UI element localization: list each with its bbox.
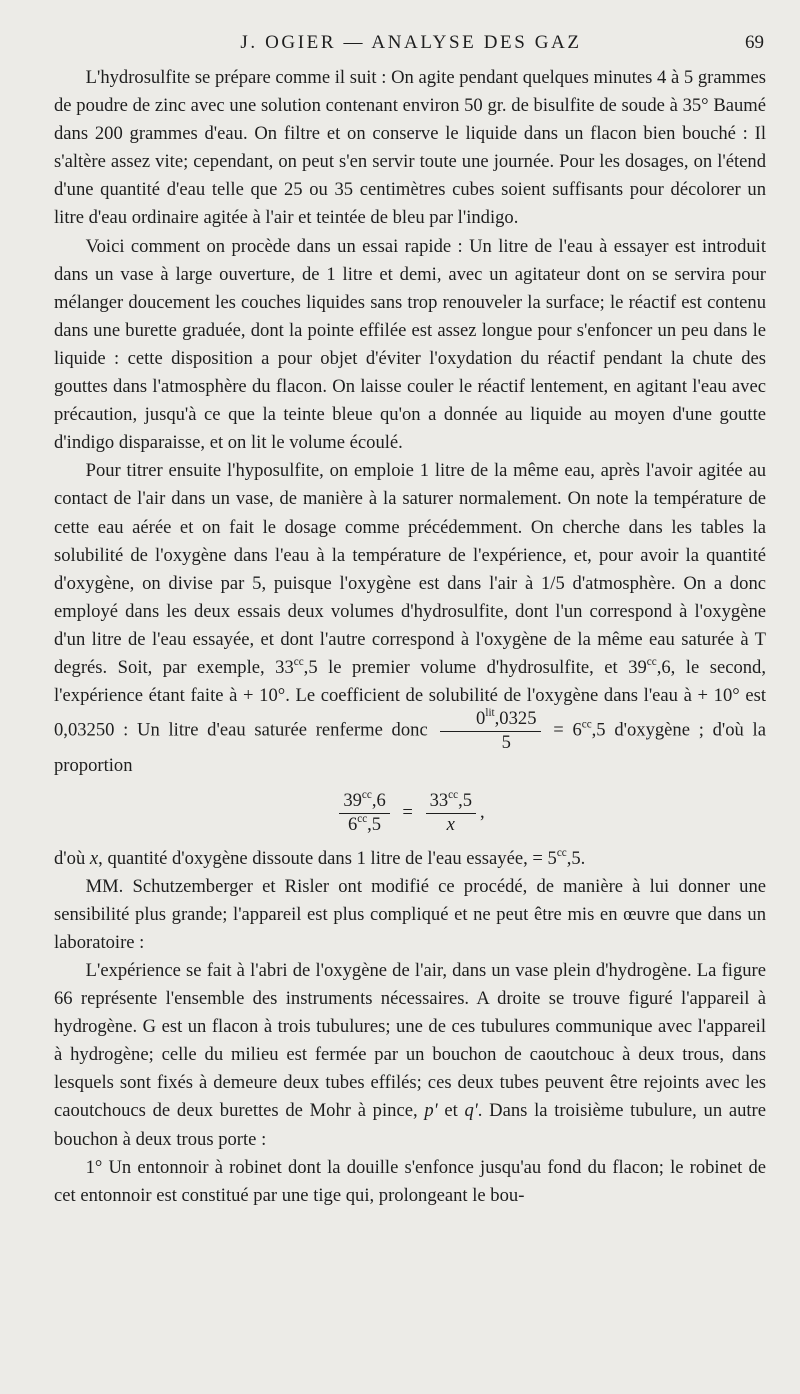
equation-right-fraction xyxy=(426,789,476,836)
proportion-equation xyxy=(54,789,766,836)
text-run: 6 xyxy=(347,814,358,836)
unit-superscript: cc xyxy=(581,718,592,731)
equals-sign: = xyxy=(402,802,413,824)
text-run: ,5 le premier volume d'hydrosulfite, et 39 xyxy=(303,656,647,678)
unit-superscript: cc xyxy=(293,656,304,669)
page-body xyxy=(54,64,766,1210)
text-run: ,5. xyxy=(566,847,586,869)
variable-p: p' xyxy=(424,1100,438,1122)
fraction-numerator xyxy=(339,789,389,813)
text-run: d'où xyxy=(54,847,90,869)
unit-superscript: cc xyxy=(357,813,368,826)
text-run: ,6, le second, l'expérience étant faite à + 10°. Le coefficient de solubilité de l'oxygène dans l'eau à + 10° est 0,03250 : Un litre d'eau saturée renferme donc xyxy=(54,656,766,741)
paragraph-apparatus xyxy=(54,957,766,1154)
paragraph-result xyxy=(54,845,766,873)
paragraph-schutzemberger-method: MM. Schutzemberger et Risler ont modifié ce procédé, de manière à lui donner une sensibilité plus grande; l'appareil est plus compliqué et ne peut être mis en œuvre que dans un laboratoire : xyxy=(54,875,766,953)
unit-superscript: lit xyxy=(485,707,495,720)
text-run: L'expérience se fait à l'abri de l'oxygène de l'air, dans un vase plein d'hydrogène. La figure 66 représente l'ensemble des instruments nécessaires. A droite se trouve figuré l'appareil à hydrogène. G est un flacon à trois tubulures; une de ces tubulures communique avec l'appareil à hydrogène; celle du milieu est fermée par un bouchon de caoutchouc à deux trous, dans lesquels sont fixés à demeure deux tubes effilés; ces deux tubes peuvent être rejoints avec les caoutchoucs de deux burettes de Mohr à pince, xyxy=(54,960,766,1122)
text-run: ,5 d'oxygène ; d'où la proportion xyxy=(54,719,766,777)
text-run: 39 xyxy=(343,790,362,812)
fraction-denominator: 5 xyxy=(440,731,540,753)
text-run: . Dans la troisième tubulure, un autre bouchon à deux trous porte : xyxy=(54,1100,767,1150)
page-header xyxy=(54,32,768,62)
fraction-denominator xyxy=(339,813,389,835)
page-number: 69 xyxy=(745,32,764,53)
text-run: 0 xyxy=(476,708,486,730)
variable-q: q' xyxy=(464,1100,478,1122)
text-run: ,6 xyxy=(371,790,386,812)
unit-superscript: cc xyxy=(448,789,459,802)
running-title: J. OGIER — ANALYSE DES GAZ xyxy=(240,32,582,53)
inline-fraction xyxy=(440,707,540,753)
text-run: , quantité d'oxygène dissoute dans 1 litre de l'eau essayée, = 5 xyxy=(98,847,557,869)
variable-x: x xyxy=(89,847,99,869)
text-run: et xyxy=(437,1100,465,1122)
text-run: ,5 xyxy=(367,814,382,836)
unit-superscript: cc xyxy=(556,846,567,859)
fraction-numerator xyxy=(440,707,540,731)
text-run: = 6 xyxy=(553,719,582,741)
text-run: Pour titrer ensuite l'hyposulfite, on emploie 1 litre de la même eau, après l'avoir agitée au contact de l'air dans un vase, de manière à la saturer normalement. On note la température de cette eau aérée et on fait le dosage comme précédemment. On cherche dans les tables la solubilité de l'oxygène dans l'eau à la température de l'expérience, et, pour avoir la quantité d'oxygène, on divise par 5, puisque l'oxygène est dans l'air à 1/5 d'atmosphère. On a donc employé dans les deux essais deux volumes d'hydrosulfite, dont l'un correspond à l'oxygène d'un litre de l'eau essayée, et dont l'autre correspond à l'oxygène de la même eau saturée à T degrés. Soit, par exemple, 33 xyxy=(54,460,766,678)
paragraph-titration xyxy=(54,457,766,780)
unit-superscript: cc xyxy=(361,789,372,802)
text-run: ,5 xyxy=(458,790,473,812)
equation-tail: , xyxy=(480,801,485,823)
fraction-numerator xyxy=(426,789,476,813)
fraction-denominator: x xyxy=(426,813,476,835)
paragraph-funnel: 1° Un entonnoir à robinet dont la douille s'enfonce jusqu'au fond du flacon; le robinet de cet entonnoir est constitué par une tige qui, prolongeant le bou- xyxy=(54,1156,766,1206)
paragraph-rapid-test: Voici comment on procède dans un essai rapide : Un litre de l'eau à essayer est introduit dans un vase à large ouverture, de 1 litre et demi, avec un agitateur dont on se servira pour mélanger doucement les couches liquides sans trop renouveler la surface; le réactif est contenu dans une burette graduée, dont la pointe effilée est assez longue pour s'enfoncer un peu dans le liquide : cette disposition a pour objet d'éviter l'oxydation du réactif pendant la chute des gouttes dans l'atmosphère du flacon. On laisse couler le réactif lentement, en agitant l'eau avec précaution, jusqu'à ce que la teinte bleue qu'on a donnée au liquide au moyen d'une goutte d'indigo disparaisse, et on lit le volume écoulé. xyxy=(54,235,766,454)
unit-superscript: cc xyxy=(646,656,657,669)
equation-left-fraction xyxy=(339,789,389,836)
text-run: ,0325 xyxy=(494,708,537,730)
text-run: 33 xyxy=(429,790,449,812)
paragraph-hydrosulfite-preparation: L'hydrosulfite se prépare comme il suit : On agite pendant quelques minutes 4 à 5 grammes de poudre de zinc avec une solution contenant environ 50 gr. de bisulfite de soude à 35° Baumé dans 200 grammes d'eau. On filtre et on conserve le liquide dans un flacon bien bouché : Il s'altère assez vite; cependant, on peut s'en servir toute une journée. Pour les dosages, on l'étend d'une quantité d'eau telle que 25 ou 35 centimètres cubes soient suffisants pour décolorer un litre d'eau ordinaire agitée à l'air et teintée de bleu par l'indigo. xyxy=(54,67,766,229)
